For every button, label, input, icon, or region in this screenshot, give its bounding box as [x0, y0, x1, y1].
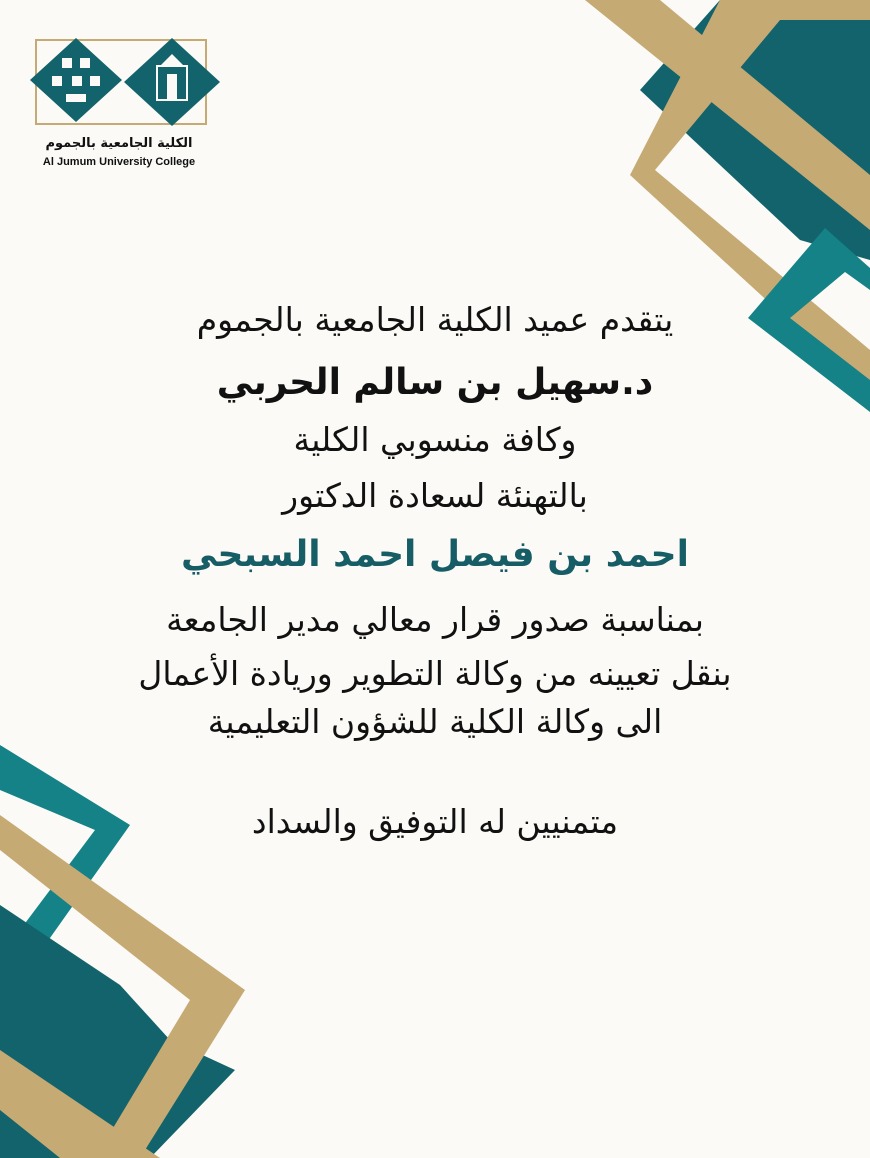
honoree-name: احمد بن فيصل احمد السبحي [181, 534, 689, 575]
logo-emblem [24, 36, 224, 132]
staff-line: وكافة منسوبي الكلية [293, 420, 577, 459]
occasion-line: بمناسبة صدور قرار معالي مدير الجامعة [166, 600, 704, 639]
transfer-line: بنقل تعيينه من وكالة التطوير وريادة الأعمال [138, 654, 732, 693]
congratulation-line: بالتهنئة لسعادة الدكتور [282, 476, 588, 515]
dean-name: د.سهيل بن سالم الحربي [216, 362, 654, 403]
logo-name-english: Al Jumum University College [42, 156, 196, 168]
logo-name-arabic: الكلية الجامعية بالجموم [45, 136, 193, 151]
intro-line: يتقدم عميد الكلية الجامعية بالجموم [196, 300, 674, 339]
college-logo [24, 36, 224, 176]
new-position-line: الى وكالة الكلية للشؤون التعليمية [207, 702, 663, 741]
closing-wish: متمنيين له التوفيق والسداد [251, 802, 619, 841]
